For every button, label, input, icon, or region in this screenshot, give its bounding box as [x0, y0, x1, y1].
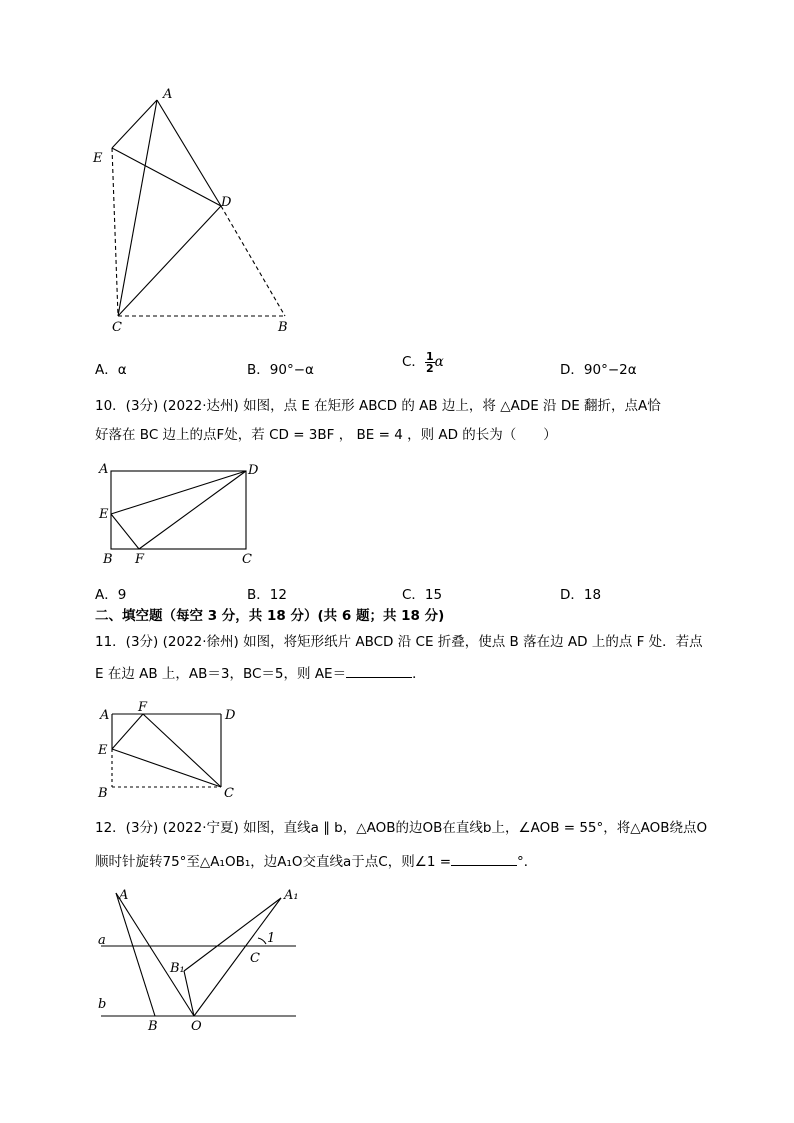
point-label-D: D — [248, 463, 259, 478]
line-label-b: b — [98, 997, 107, 1012]
point-label-C: C — [250, 951, 260, 966]
point-label-B: B — [148, 1019, 158, 1034]
answer-blank — [346, 663, 412, 678]
option-c-var: α — [434, 354, 444, 370]
q12-line2: 顺时针旋转75°至△A₁OB₁，边A₁O交直线a于点C，则∠1 = °． — [95, 851, 537, 872]
option-c: C．15 — [402, 587, 443, 603]
angle-label-1: 1 — [267, 931, 276, 946]
point-label-A: A — [99, 462, 109, 477]
option-c-prefix: C． — [402, 354, 425, 370]
point-label-B: B — [103, 552, 113, 567]
point-label-E: E — [99, 507, 109, 522]
point-label-A1: A₁ — [284, 888, 299, 903]
section-heading: 二、填空题（每空 3 分，共 18 分）(共 6 题；共 18 分) — [95, 608, 445, 624]
point-label-A: A — [100, 708, 110, 723]
q11-line1: 11．(3分) (2022·徐州) 如图，将矩形纸片 ABCD 沿 CE 折叠，使点 B 落在边 AD 上的点 F 处．若点 — [95, 634, 703, 650]
figure-q10 — [92, 458, 267, 570]
figure-q9 — [80, 80, 320, 340]
option-d: D．18 — [560, 587, 602, 603]
option-b: B．90°−α — [247, 362, 314, 378]
fraction-one-half: $\frac{1}{2}$ — [425, 349, 434, 375]
point-label-D: D — [221, 195, 232, 210]
answer-blank — [451, 851, 517, 866]
point-label-D: D — [225, 708, 236, 723]
point-label-C: C — [112, 320, 122, 335]
point-label-B: B — [98, 786, 108, 801]
option-b: B．12 — [247, 587, 287, 603]
q10-line1: 10．(3分) (2022·达州) 如图，点 E 在矩形 ABCD 的 AB 边上，将 △ADE 沿 DE 翻折，点A恰 — [95, 398, 661, 414]
figure-q12 — [92, 880, 307, 1035]
point-label-F: F — [138, 700, 148, 715]
q11-line2: E 在边 AB 上，AB＝3，BC＝5，则 AE＝ ． — [95, 663, 426, 684]
point-label-E: E — [93, 151, 103, 166]
point-label-O: O — [191, 1019, 202, 1034]
option-d: D．90°−2α — [560, 362, 637, 378]
q10-line2: 好落在 BC 边上的点F处，若 CD = 3BF ， BE = 4 ，则 AD 的长为（ ） — [95, 427, 557, 443]
figure-q11 — [92, 700, 242, 804]
point-label-C: C — [224, 786, 234, 801]
point-label-E: E — [98, 743, 108, 758]
option-a: A．9 — [95, 587, 127, 603]
point-label-F: F — [135, 552, 145, 567]
point-label-A: A — [119, 888, 129, 903]
point-label-C: C — [242, 552, 252, 567]
point-label-B: B — [278, 320, 288, 335]
option-a: A．α — [95, 362, 127, 378]
q12-line1: 12．(3分) (2022·宁夏) 如图，直线a ∥ b，△AOB的边OB在直线b上，∠AOB = 55°，将△AOB绕点O — [95, 820, 708, 836]
point-label-B1: B₁ — [170, 961, 185, 976]
line-label-a: a — [98, 933, 106, 948]
point-label-A: A — [163, 87, 173, 102]
option-c — [402, 350, 444, 374]
